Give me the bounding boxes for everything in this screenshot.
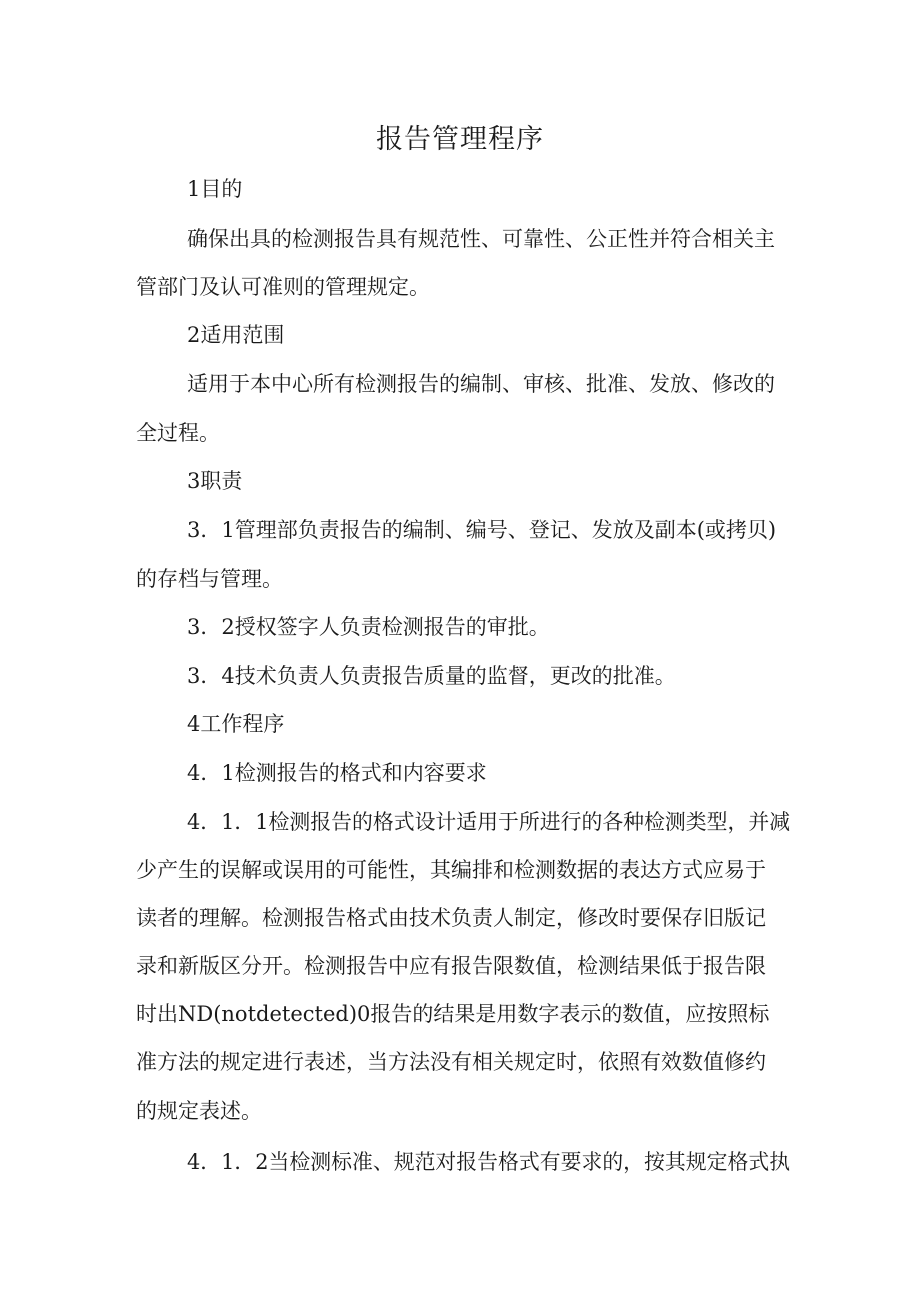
paragraph-line: 读者的理解。检测报告格式由技术负责人制定，修改时要保存旧版记 — [136, 906, 766, 930]
paragraph-line: 4．1．2当检测标准、规范对报告格式有要求的，按其规定格式执 — [187, 1150, 791, 1174]
paragraph-line: 录和新版区分开。检测报告中应有报告限数值，检测结果低于报告限 — [136, 954, 766, 978]
paragraph-line: 时出ND(notdetected)0报告的结果是用数字表示的数值，应按照标 — [136, 1002, 770, 1026]
section-heading-procedure: 4工作程序 — [187, 712, 285, 736]
paragraph-line: 管部门及认可准则的管理规定。 — [136, 275, 430, 299]
paragraph-line: 确保出具的检测报告具有规范性、可靠性、公正性并符合相关主 — [187, 227, 775, 251]
paragraph-line: 3．2授权签字人负责检测报告的审批。 — [187, 615, 550, 639]
section-heading-purpose: 1目的 — [187, 177, 243, 201]
section-heading-scope: 2适用范围 — [187, 323, 285, 347]
paragraph-line: 3．1管理部负责报告的编制、编号、登记、发放及副本(或拷贝) — [187, 518, 777, 542]
paragraph-line: 准方法的规定进行表述，当方法没有相关规定时，依照有效数值修约 — [136, 1050, 766, 1074]
paragraph-line: 适用于本中心所有检测报告的编制、审核、批准、发放、修改的 — [187, 372, 775, 396]
paragraph-line: 的存档与管理。 — [136, 567, 283, 591]
paragraph-line: 少产生的误解或误用的可能性，其编排和检测数据的表达方式应易于 — [136, 858, 766, 882]
paragraph-line: 3．4技术负责人负责报告质量的监督，更改的批准。 — [187, 664, 676, 688]
document-title: 报告管理程序 — [376, 124, 544, 155]
paragraph-line: 全过程。 — [136, 421, 220, 445]
section-heading-responsibilities: 3职责 — [187, 469, 243, 493]
subsection-heading: 4．1检测报告的格式和内容要求 — [187, 761, 487, 785]
paragraph-line: 的规定表述。 — [136, 1099, 262, 1123]
paragraph-line: 4．1．1检测报告的格式设计适用于所进行的各种检测类型，并减 — [187, 810, 791, 834]
